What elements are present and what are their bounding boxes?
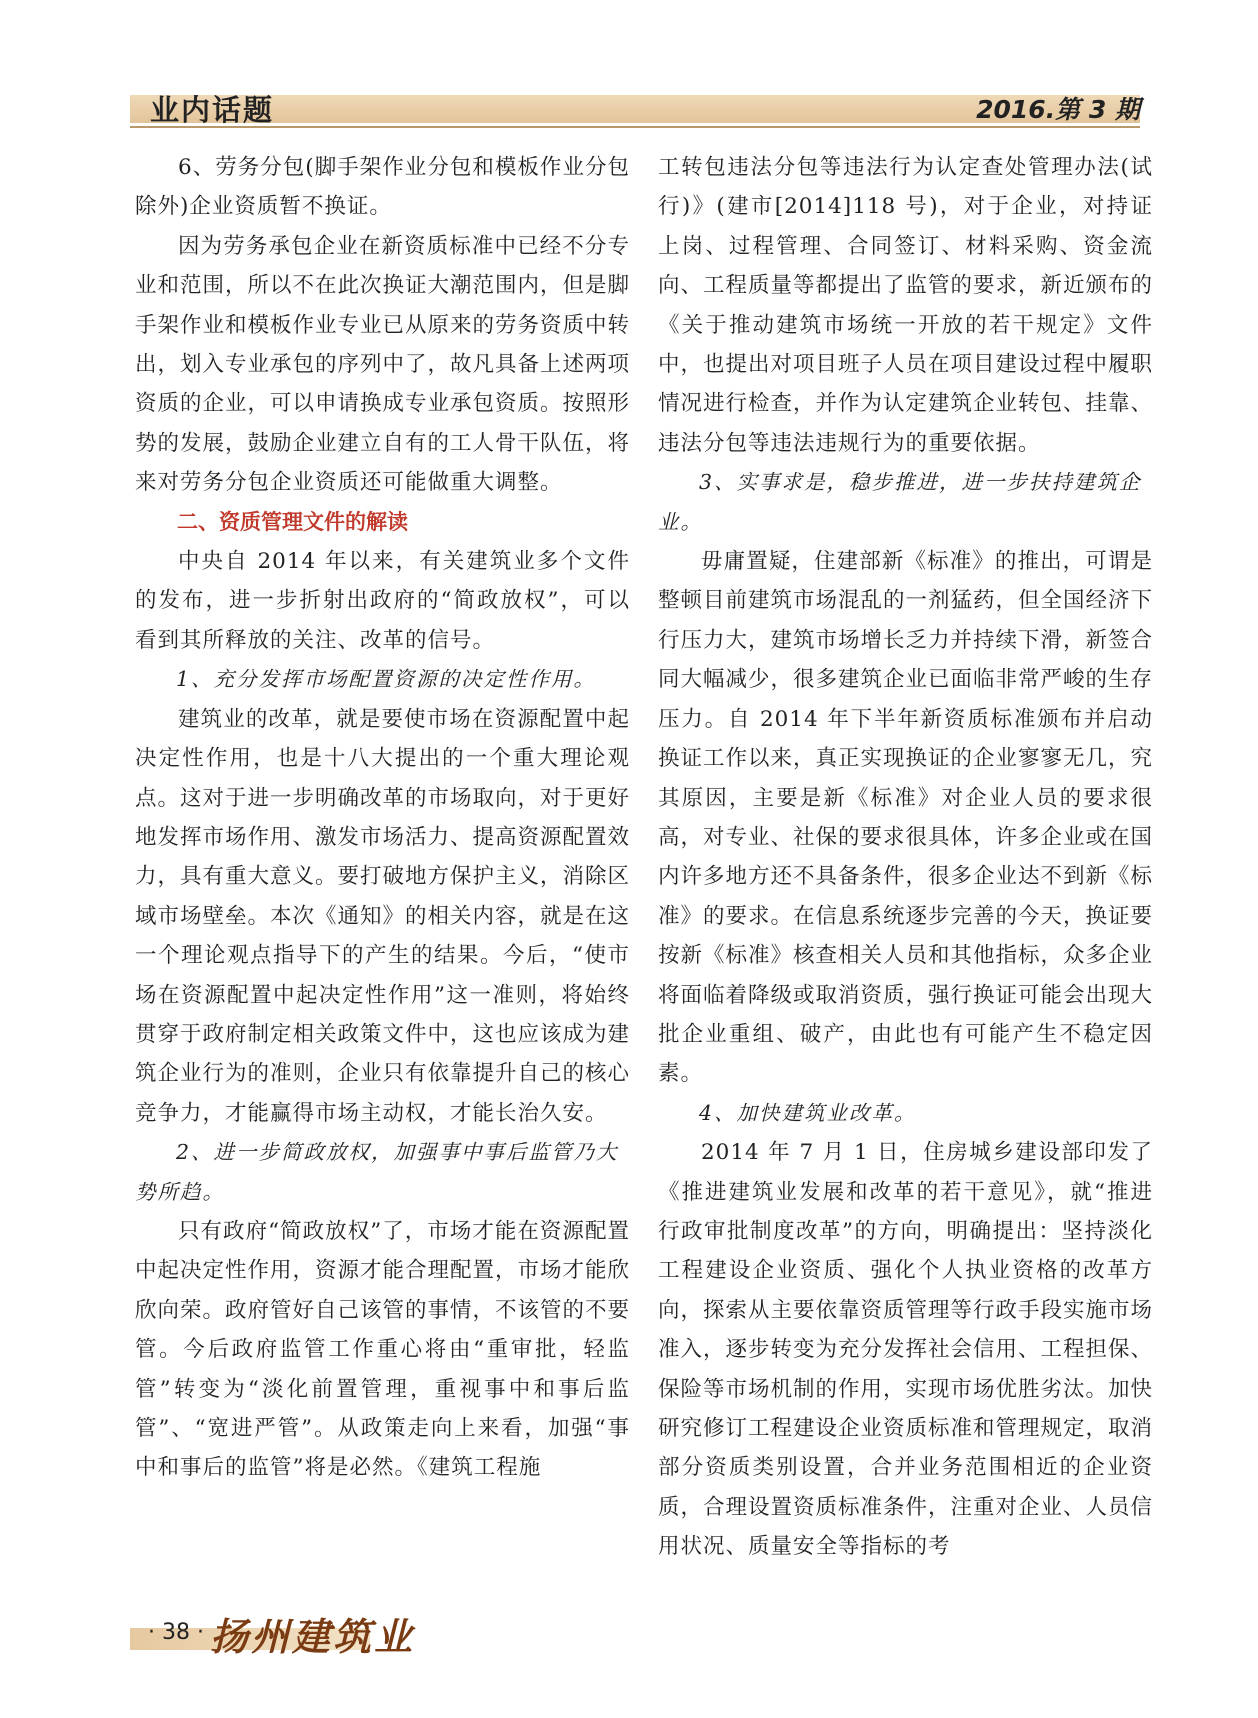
section-heading: 二、资质管理文件的解读 <box>177 509 408 534</box>
subheading: 1、充分发挥市场配置资源的决定性作用。 <box>176 667 597 692</box>
paragraph: 因为劳务承包企业在新资质标准中已经不分专业和范围，所以不在此次换证大潮范围内，但是脚手架作业和模板作业专业已从原来的劳务资质中转出，划入专业承包的序列中了，故凡具备上述两项资质的企业，可以申请换成专业承包资质。按照形势的发展，鼓励企业建立自有的工人骨干队伍，将来对劳务分包企业资质还可能做重大调整。 <box>135 233 631 496</box>
left-column <box>135 148 630 1488</box>
subheading: 4、加快建筑业改革。 <box>699 1100 917 1125</box>
paragraph: 只有政府“简政放权”了，市场才能在资源配置中起决定性作用，资源才能合理配置，市场才能欣欣向荣。政府管好自己该管的事情，不该管的不要管。今后政府监管工作重心将由“重审批，轻监管”转变为“淡化前置管理，重视事中和事后监管”、“宽进严管”。从政策走向上来看，加强“事中和事后的监管”将是必然。《建筑工程施 <box>135 1218 631 1481</box>
section-title: 业内话题 <box>150 93 275 127</box>
header-rule <box>130 126 1140 128</box>
magazine-logo: 扬州建筑业 <box>210 1614 416 1659</box>
page-number: · 38 · <box>148 1620 204 1645</box>
paragraph: 工转包违法分包等违法行为认定查处管理办法(试行)》(建市[2014]118 号)，对于企业，对持证上岗、过程管理、合同签订、材料采购、资金流向、工程质量等都提出了监管的要求，新近颁布的《关于推动建筑市场统一开放的若干规定》文件中，也提出对项目班子人员在项目建设过程中履职情况进行检查，并作为认定建筑企业转包、挂靠、违法分包等违法违规行为的重要依据。 <box>658 155 1154 456</box>
issue-number: 2016.第 3 期 <box>976 95 1140 124</box>
right-column <box>658 148 1153 1567</box>
paragraph: 毋庸置疑，住建部新《标准》的推出，可谓是整顿目前建筑市场混乱的一剂猛药，但全国经济下行压力大，建筑市场增长乏力并持续下滑，新签合同大幅减少，很多建筑企业已面临非常严峻的生存压力。自 2014 年下半年新资质标准颁布并启动换证工作以来，真正实现换证的企业寥寥无几，究其原因，主要是新《标准》对企业人员的要求很高，对专业、社保的要求很具体，许多企业或在国内许多地方还不具备条件，很多企业达不到新《标准》的要求。在信息系统逐步完善的今天，换证要按新《标准》核查相关人员和其他指标，众多企业将面临着降级或取消资质，强行换证可能会出现大批企业重组、破产，由此也有可能产生不稳定因素。 <box>658 549 1154 1087</box>
paragraph: 2014 年 7 月 1 日，住房城乡建设部印发了《推进建筑业发展和改革的若干意见》，就“推进行政审批制度改革”的方向，明确提出：坚持淡化工程建设企业资质、强化个人执业资格的改革方向，探索从主要依靠资质管理等行政手段实施市场准入，逐步转变为充分发挥社会信用、工程担保、保险等市场机制的作用，实现市场优胜劣汰。加快研究修订工程建设企业资质标准和管理规定，取消部分资质类别设置，合并业务范围相近的企业资质，合理设置资质标准条件，注重对企业、人员信用状况、质量安全等指标的考 <box>658 1140 1154 1560</box>
paragraph: 6、劳务分包(脚手架作业分包和模板作业分包除外)企业资质暂不换证。 <box>135 155 630 220</box>
subheading: 3、实事求是，稳步推进，进一步扶持建筑企业。 <box>658 470 1142 534</box>
paragraph: 中央自 2014 年以来，有关建筑业多个文件的发布，进一步折射出政府的“简政放权”，可以看到其所释放的关注、改革的信号。 <box>135 549 630 653</box>
paragraph: 建筑业的改革，就是要使市场在资源配置中起决定性作用，也是十八大提出的一个重大理论观点。这对于进一步明确改革的市场取向，对于更好地发挥市场作用、激发市场活力、提高资源配置效力，具有重大意义。要打破地方保护主义，消除区域市场壁垒。本次《通知》的相关内容，就是在这一个理论观点指导下的产生的结果。今后，“使市场在资源配置中起决定性作用”这一准则，将始终贯穿于政府制定相关政策文件中，这也应该成为建筑企业行为的准则，企业只有依靠提升自己的核心竞争力，才能赢得市场主动权，才能长治久安。 <box>135 706 631 1126</box>
subheading: 2、进一步简政放权，加强事中事后监管乃大势所趋。 <box>135 1140 619 1204</box>
